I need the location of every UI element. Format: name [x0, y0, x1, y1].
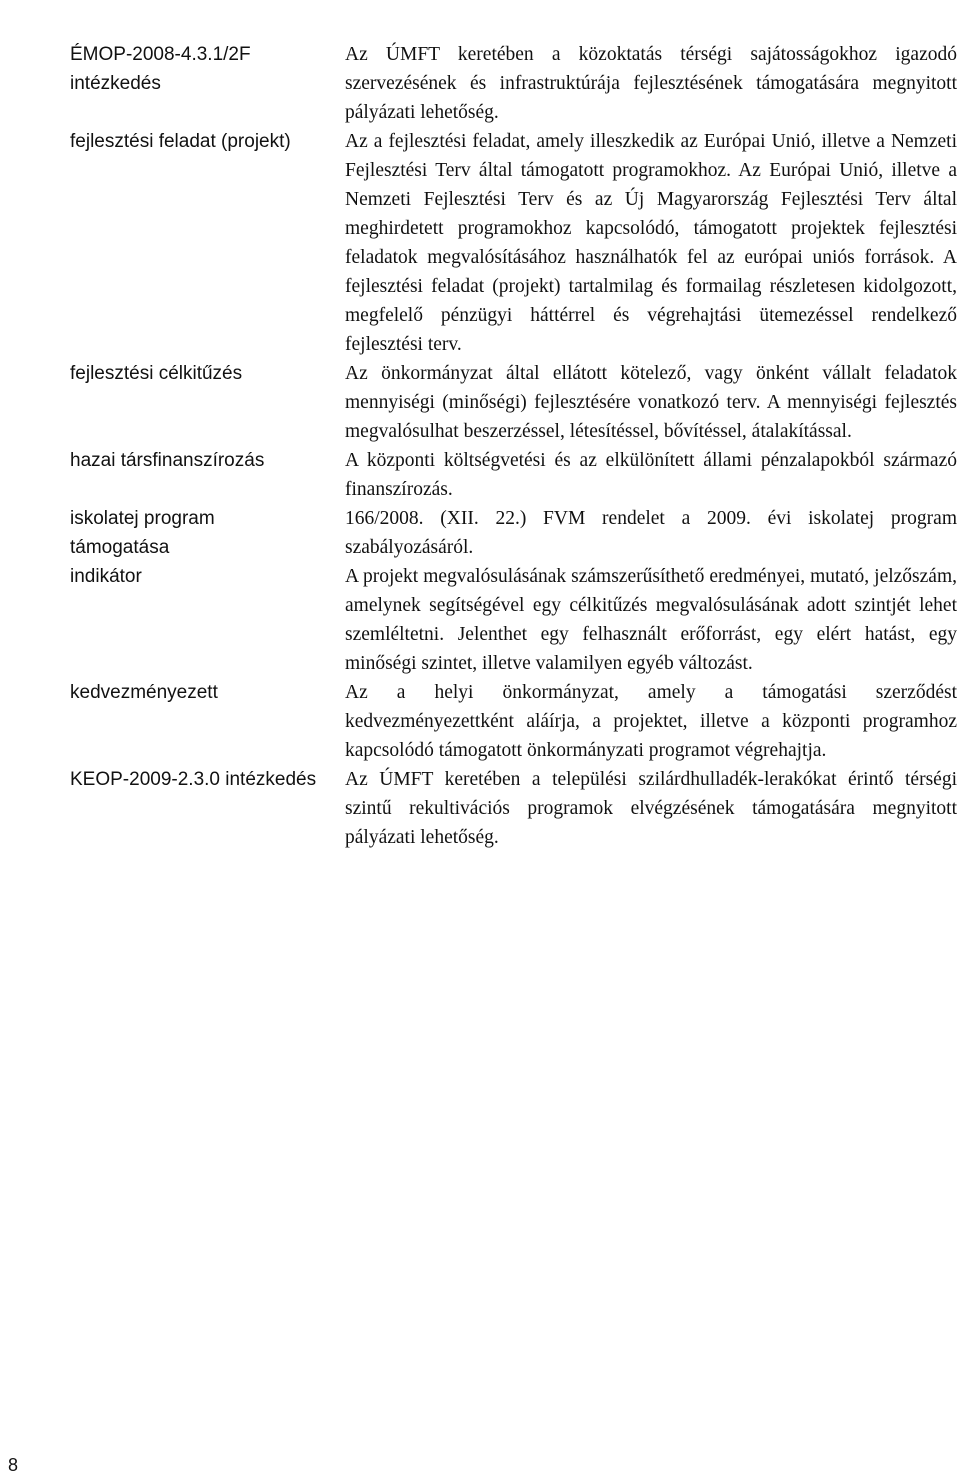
- glossary-definition: Az a fejlesztési feladat, amely illeszkedik az Európai Unió, illetve a Nemzeti Fejlesztési Terv által támogatott programokhoz. Az Európai Unió, illetve a Nemzeti Fejlesztési Terv és az Új Magyarország Fejlesztési Terv által meghirdetett programokhoz kapcsolódó, támogatott projektek fejlesztési feladatok megvalósításához használhatók fel az európai uniós források. A fejlesztési feladat (projekt) tartalmilag és formailag részletesen kidolgozott, megfelelő pénzügyi háttérrel és végrehajtási ütemezéssel rendelkező fejlesztési terv.: [345, 131, 957, 355]
- glossary-definition: 166/2008. (XII. 22.) FVM rendelet a 2009. évi iskolatej program szabályozásáról.: [345, 508, 957, 558]
- glossary-entry: [70, 765, 960, 852]
- glossary-entry: [70, 127, 960, 359]
- glossary-term: indikátor: [70, 566, 142, 587]
- glossary-term: ÉMOP-2008-4.3.1/2F intézkedés: [70, 44, 251, 94]
- glossary-term: fejlesztési feladat (projekt): [70, 131, 291, 152]
- glossary-term: kedvezményezett: [70, 682, 218, 703]
- glossary-definition: A központi költségvetési és az elkülönített állami pénzalapokból származó finanszírozás.: [345, 450, 957, 500]
- glossary: [70, 40, 960, 852]
- glossary-term: KEOP-2009-2.3.0 intézkedés: [70, 769, 317, 790]
- page-number: 8: [8, 1455, 19, 1475]
- glossary-definition: A projekt megvalósulásának számszerűsíthető eredményei, mutató, jelzőszám, amelynek segítségével egy célkitűzés megvalósulásának adott szintjét lehet szemléltetni. Jelenthet egy felhasznált erőforrást, egy elért hatást, egy minőségi szintet, illetve valamilyen egyéb változást.: [345, 566, 957, 674]
- glossary-entry: [70, 504, 960, 562]
- glossary-term: iskolatej program támogatása: [70, 508, 215, 558]
- glossary-definition: Az ÚMFT keretében a közoktatás térségi sajátosságokhoz igazodó szervezésének és infrastruktúrája fejlesztésének támogatására megnyitott pályázati lehetőség.: [345, 44, 957, 123]
- glossary-definition: Az önkormányzat által ellátott kötelező, vagy önként vállalt feladatok mennyiségi (minőségi) fejlesztésére vonatkozó terv. A mennyiségi fejlesztés megvalósulhat beszerzéssel, létesítéssel, bővítéssel, átalakítással.: [345, 363, 957, 442]
- glossary-entry: [70, 359, 960, 446]
- glossary-entry: [70, 446, 960, 504]
- glossary-entry: [70, 678, 960, 765]
- glossary-definition: Az a helyi önkormányzat, amely a támogatási szerződést kedvezményezettként aláírja, a projektet, illetve a központi programhoz kapcsolódó támogatott önkormányzati programot végrehajtja.: [345, 682, 957, 761]
- glossary-definition: Az ÚMFT keretében a települési szilárdhulladék-lerakókat érintő térségi szintű rekultivációs programok elvégzésének támogatására megnyitott pályázati lehetőség.: [345, 769, 957, 848]
- glossary-term: fejlesztési célkitűzés: [70, 363, 243, 384]
- glossary-entry: [70, 562, 960, 678]
- glossary-entry: [70, 40, 960, 127]
- glossary-term: hazai társfinanszírozás: [70, 450, 265, 471]
